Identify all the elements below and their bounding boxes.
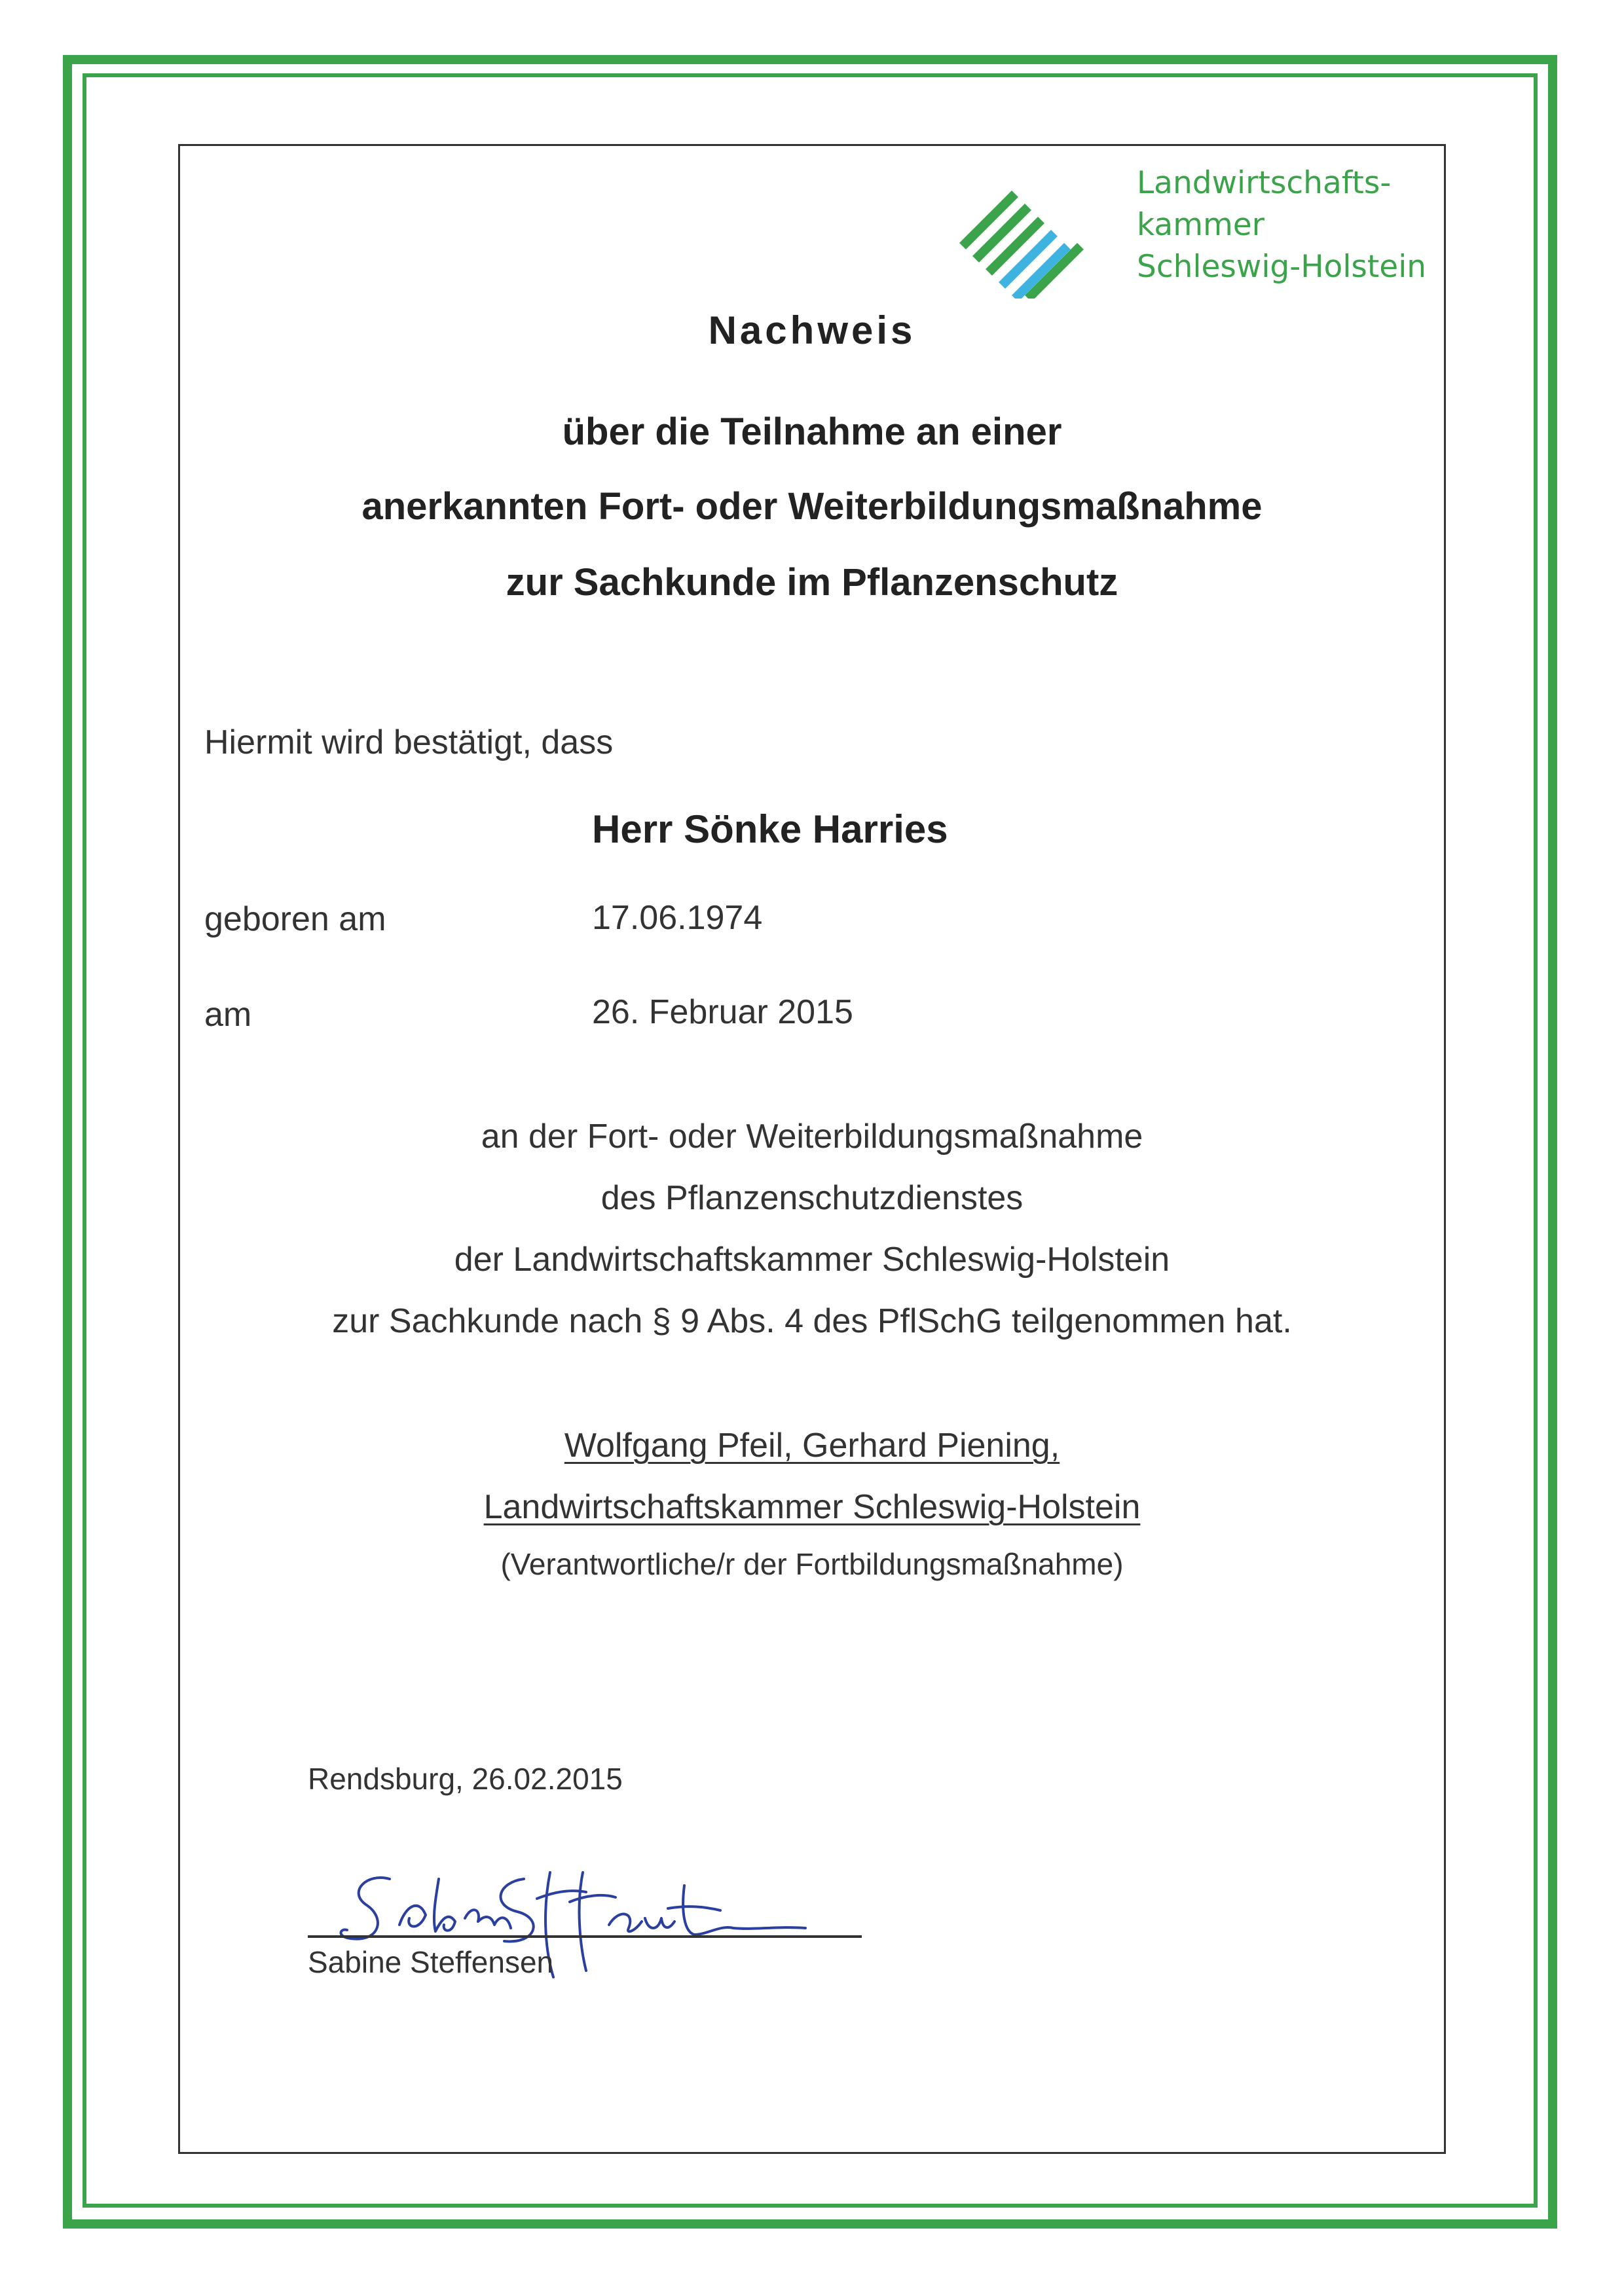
responsible-line-1: Wolfgang Pfeil, Gerhard Piening, [564,1427,1060,1465]
statement-line-2: des Pflanzenschutzdienstes [600,1179,1024,1217]
subtitle-line-2: anerkannten Fort- oder Weiterbildungsmaßnahme [361,485,1263,528]
place-date: Rendsburg, 26.02.2015 [308,1762,623,1796]
logo-text [1137,162,1426,288]
birth-label: geboren am [204,900,386,938]
subtitle-line-1: über die Teilnahme an einer [562,410,1062,453]
birth-date: 17.06.1974 [592,899,763,937]
intro-text: Hiermit wird bestätigt, dass [204,723,614,761]
logo-mark-icon [956,168,1087,299]
subtitle-line-3: zur Sachkunde im Pflanzenschutz [506,561,1118,604]
responsible-line-2: Landwirtschaftskammer Schleswig-Holstein [483,1488,1141,1526]
statement-line-3: der Landwirtschaftskammer Schleswig-Holstein [454,1241,1170,1279]
document-title: Nachweis [708,308,916,352]
date-label: am [204,996,252,1034]
logo-line-1: Landwirtschafts- [1137,165,1392,201]
signature-line [308,1935,862,1938]
statement-line-4: zur Sachkunde nach § 9 Abs. 4 des PflSchG teilgenommen hat. [332,1302,1292,1340]
logo-line-2: kammer [1137,207,1264,243]
person-name: Herr Sönke Harries [592,807,948,851]
statement-line-1: an der Fort- oder Weiterbildungsmaßnahme [481,1118,1143,1156]
responsible-caption: (Verantwortliche/r der Fortbildungsmaßnahme) [500,1547,1124,1581]
signatory-name: Sabine Steffensen [308,1945,554,1979]
logo-line-3: Schleswig-Holstein [1137,249,1427,285]
course-date: 26. Februar 2015 [592,993,853,1031]
